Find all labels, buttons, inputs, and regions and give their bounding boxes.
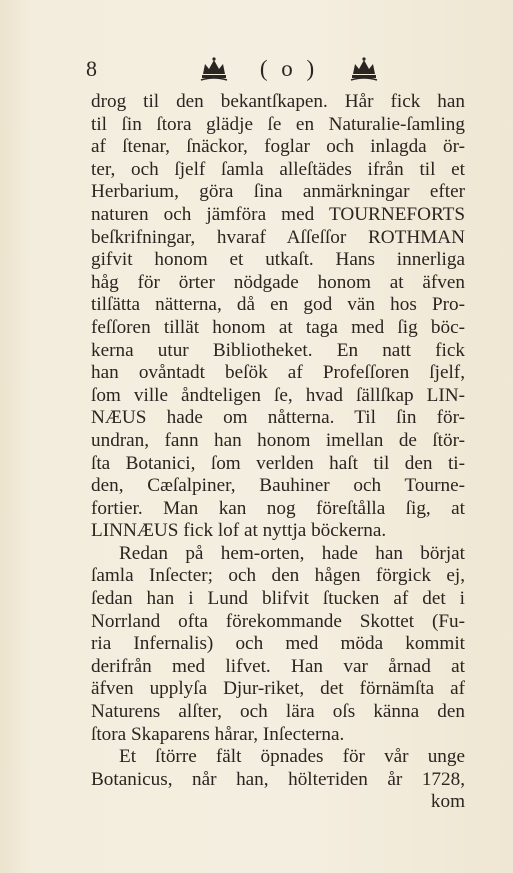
page-number: 8 [86,56,97,81]
text-line: derifrån med lifvet. Han var årnad at [91,655,465,677]
text-line: NÆUS hade om nåtterna. Til ſin för- [91,407,465,429]
crown-ornament-icon [349,56,379,82]
text-line: undran, fann han honom imellan de ſtör- [91,429,465,451]
text-line: fortier. Man kan nog föreſtålla ſig, at [91,497,465,519]
running-head [199,54,379,84]
paragraph-first-line: Et ſtörre fält öpnades för vår unge [119,746,465,768]
text-line: ſom ville åndteligen ſe, hvad ſällſkap LIN- [91,384,465,406]
body-text [91,91,465,814]
text-line: ſedan han i Lund blifvit ſtucken af det i [91,588,465,610]
text-line: naturen och jämföra med TOURNEFORTS [91,203,465,225]
page-header [86,52,461,86]
text-line: Botanicus, når han, hölteтiden år 1728, [91,768,465,790]
text-line: ſtora Skaparens hårar, Inſecterna. [91,723,345,745]
text-line: ſta Botanici, ſom verlden haſt til den ti- [91,452,465,474]
text-line: drog til den bekantſkapen. Hår fick han [91,91,465,112]
text-line: äfven upplyſa Djur-riket, det förnämſta af [91,678,465,700]
running-head-title: ( o ) [259,56,319,81]
crown-ornament-icon [199,56,229,82]
text-line: til ſin ſtora glädje ſe en Naturalie-ſamling [91,113,465,135]
text-line: feſſoren tillät honom at taga med ſig böc- [91,316,465,338]
text-line: ria Infernalis) och med möda kommit [91,633,465,655]
text-line: Norrland ofta förekommande Skottet (Fu- [91,610,465,632]
text-line: ter, och ſjelf ſamla alleſtädes ifrån til et [91,158,465,180]
text-line: kerna utur Bibliotheket. En natt fick [91,339,465,361]
text-line: tilſätta nätterna, då en god vän hos Pro- [91,294,465,316]
text-line: håg för örter nödgade honom at äfven [91,271,465,293]
text-line: beſkrifningar, hvaraf Aſſeſſor ROTHMAN [91,226,465,248]
text-line: ſamla Inſecter; och den hågen förgick ej, [91,565,465,587]
paragraph-first-line: Redan på hem-orten, hade han börjat [119,542,465,564]
text-line: han ovåntadt beſök af Profeſſoren ſjelf, [91,362,465,384]
text-line: Naturens alſter, och lära oſs känna den [91,701,465,723]
text-line: af ſtenar, ſnäckor, foglar och inlagda ör- [91,136,465,158]
text-line: den, Cæſalpiner, Bauhiner och Tourne- [91,475,465,497]
catchword: kom [430,791,465,813]
text-line: LINNÆUS fick lof at nyttja böckerna. [91,520,387,542]
text-line: Herbarium, göra ſina anmärkningar efter [91,181,465,203]
text-line: gifvit honom et utkaſt. Hans innerliga [91,249,465,271]
